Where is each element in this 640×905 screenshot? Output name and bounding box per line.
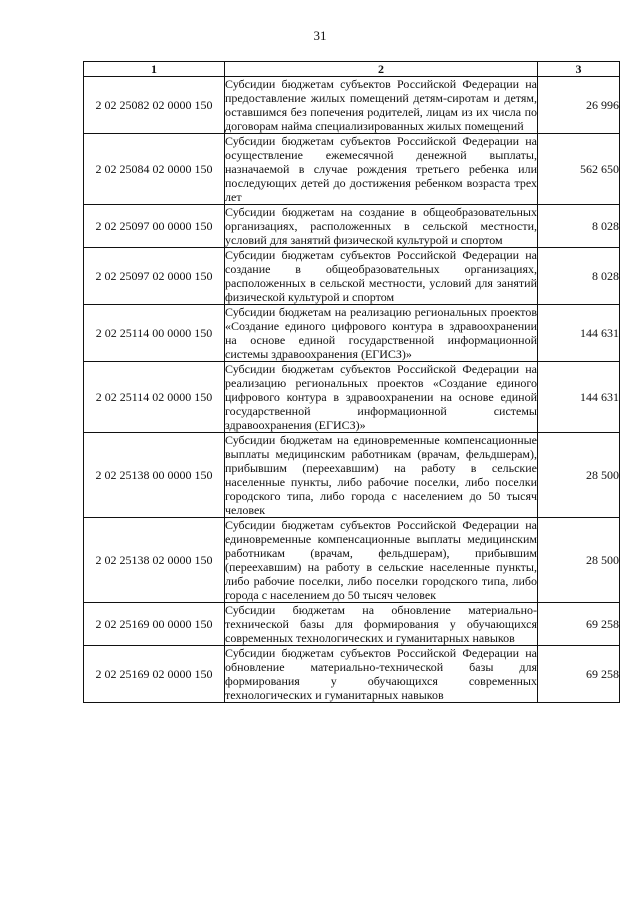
row-code: 2 02 25138 02 0000 150 — [84, 518, 225, 603]
table-row — [84, 518, 620, 603]
table-row — [84, 205, 620, 248]
row-code: 2 02 25169 00 0000 150 — [84, 603, 225, 646]
row-code: 2 02 25138 00 0000 150 — [84, 433, 225, 518]
row-description: Субсидии бюджетам на реализацию региональных проектов «Создание единого цифрового контура в здравоохранении на основе единой государственной информационной системы здравоохранения (ЕГИСЗ)» — [225, 305, 537, 361]
row-description: Субсидии бюджетам субъектов Российской Федерации на создание в общеобразовательных организациях, расположенных в сельской местности, условий для занятий физической культурой и спортом — [225, 248, 537, 304]
row-description: Субсидии бюджетам субъектов Российской Федерации на осуществление ежемесячной денежной выплаты, назначаемой в случае рождения третьего ребенка или последующих детей до достижения ребенком возраста трех лет — [225, 134, 537, 204]
page-number: 31 — [313, 28, 327, 43]
table-row — [84, 305, 620, 362]
table-row — [84, 362, 620, 433]
row-code: 2 02 25169 02 0000 150 — [84, 646, 225, 703]
table-row — [84, 646, 620, 703]
column-header-amount: 3 — [538, 62, 620, 77]
row-description: Субсидии бюджетам субъектов Российской Федерации на предоставление жилых помещений детям-сиротам и детям, оставшимся без попечения родителей, лицам из их числа по договорам найма специализированных жилых помещений — [225, 77, 537, 133]
row-description: Субсидии бюджетам на единовременные компенсационные выплаты медицинским работникам (врачам, фельдшерам), прибывшим (переехавшим) на работу в сельские населенные пункты, либо рабочие поселки, либо поселки городского типа, либо города с населением до 50 тысяч человек — [225, 433, 537, 517]
row-code: 2 02 25097 00 0000 150 — [84, 205, 225, 248]
row-description: Субсидии бюджетам субъектов Российской Федерации на реализацию региональных проектов «Создание единого цифрового контура в здравоохранении на основе единой государственной информационной системы здравоохранения (ЕГИСЗ)» — [225, 362, 537, 432]
row-amount: 69 258 — [538, 603, 620, 646]
column-header-code: 1 — [84, 62, 225, 77]
row-code: 2 02 25082 02 0000 150 — [84, 77, 225, 134]
row-description: Субсидии бюджетам на создание в общеобразовательных организациях, расположенных в сельской местности, условий для занятий физической культурой и спортом — [225, 205, 537, 247]
row-amount: 28 500 — [538, 518, 620, 603]
row-description: Субсидии бюджетам субъектов Российской Федерации на обновление материально-технической базы для формирования у обучающихся современных технологических и гуманитарных навыков — [225, 646, 537, 702]
row-code: 2 02 25084 02 0000 150 — [84, 134, 225, 205]
table-row — [84, 603, 620, 646]
row-amount: 8 028 — [538, 205, 620, 248]
row-amount: 8 028 — [538, 248, 620, 305]
column-header-description: 2 — [225, 62, 538, 77]
row-code: 2 02 25114 00 0000 150 — [84, 305, 225, 362]
row-description: Субсидии бюджетам на обновление материально-технической базы для формирования у обучающихся современных технологических и гуманитарных навыков — [225, 603, 537, 645]
row-amount: 562 650 — [538, 134, 620, 205]
row-code: 2 02 25114 02 0000 150 — [84, 362, 225, 433]
table-row — [84, 248, 620, 305]
table-row — [84, 77, 620, 134]
row-amount: 69 258 — [538, 646, 620, 703]
table-row — [84, 134, 620, 205]
table-row — [84, 433, 620, 518]
row-description: Субсидии бюджетам субъектов Российской Федерации на единовременные компенсационные выплаты медицинским работникам (врачам, фельдшерам), прибывшим (переехавшим) на работу в сельские населенные пункты, либо рабочие поселки, либо поселки городского типа, либо города с населением до 50 тысяч человек — [225, 518, 537, 602]
row-amount: 28 500 — [538, 433, 620, 518]
budget-table — [83, 61, 620, 703]
row-amount: 144 631 — [538, 305, 620, 362]
row-amount: 144 631 — [538, 362, 620, 433]
row-code: 2 02 25097 02 0000 150 — [84, 248, 225, 305]
table-header-row — [84, 62, 620, 77]
row-amount: 26 996 — [538, 77, 620, 134]
